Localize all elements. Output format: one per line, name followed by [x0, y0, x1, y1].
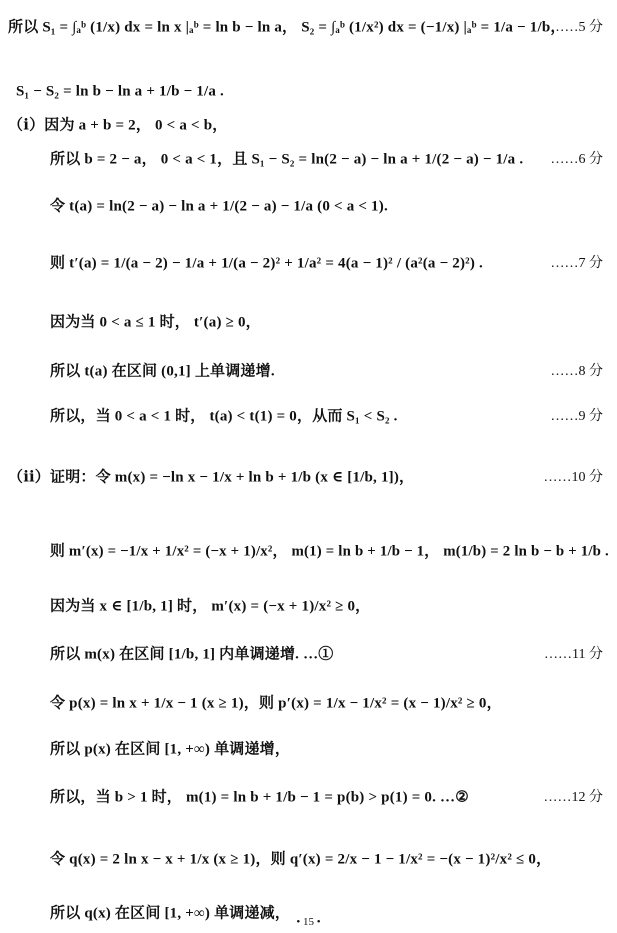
text-line: 所以 t(a) 在区间 (0,1] 上单调递增.: [50, 363, 275, 380]
text-line: 所以，当 0 < a < 1 时， t(a) < t(1) = 0，从而 S₁ < S₂ .: [50, 408, 398, 425]
text-line: 所以 m(x) 在区间 [1/b, 1] 内单调递增. …①: [50, 646, 334, 663]
page-number: • 15 •: [296, 916, 321, 928]
score-mark: ……10 分: [543, 470, 603, 485]
text-line: 所以 q(x) 在区间 [1, +∞) 单调递减，: [50, 905, 291, 922]
score-mark: ……6 分: [550, 152, 603, 167]
score-mark: ……9 分: [550, 409, 603, 424]
text-line: 则 t′(a) = 1/(a − 2) − 1/a + 1/(a − 2)² + 1/a² = 4(a − 1)² / (a²(a − 2)²) .: [50, 255, 483, 272]
text-line: 所以 p(x) 在区间 [1, +∞) 单调递增，: [50, 741, 291, 758]
text-line: 因为当 x ∈ [1/b, 1] 时， m′(x) = (−x + 1)/x² ≥ 0，: [50, 598, 371, 615]
text-line: （ⅰ）因为 a + b = 2， 0 < a < b，: [8, 117, 228, 134]
score-mark: ……12 分: [543, 790, 603, 805]
text-line: 所以 b = 2 − a， 0 < a < 1，且 S₁ − S₂ = ln(2 − a) − ln a + 1/(2 − a) − 1/a .: [50, 151, 524, 168]
text-line: S₁ − S₂ = ln b − ln a + 1/b − 1/a .: [16, 83, 224, 100]
text-line: 令 t(a) = ln(2 − a) − ln a + 1/(2 − a) − 1/a (0 < a < 1).: [50, 198, 388, 215]
text-line: 因为当 0 < a ≤ 1 时， t′(a) ≥ 0，: [50, 314, 261, 331]
text-line: 令 q(x) = 2 ln x − x + 1/x (x ≥ 1)，则 q′(x) = 2/x − 1 − 1/x² = −(x − 1)²/x² ≤ 0，: [50, 851, 552, 868]
score-mark: ……11 分: [544, 647, 603, 662]
text-line: 则 m′(x) = −1/x + 1/x² = (−x + 1)/x²， m(1) = ln b + 1/b − 1， m(1/b) = 2 ln b − b + 1/b .: [50, 543, 609, 560]
text-line: 令 p(x) = ln x + 1/x − 1 (x ≥ 1)，则 p′(x) = 1/x − 1/x² = (x − 1)/x² ≥ 0，: [50, 695, 502, 712]
text-line: 所以，当 b > 1 时， m(1) = ln b + 1/b − 1 = p(b) > p(1) = 0. …②: [50, 789, 469, 806]
score-mark: ……7 分: [550, 256, 603, 271]
text-line: 所以 S₁ = ∫ₐᵇ (1/x) dx = ln x |ₐᵇ = ln b − ln a， S₂ = ∫ₐᵇ (1/x²) dx = (−1/x) |ₐᵇ = 1/a − 1/b，: [8, 19, 566, 36]
score-mark: ……8 分: [550, 364, 603, 379]
text-line: （ⅱ）证明：令 m(x) = −ln x − 1/x + ln b + 1/b (x ∈ [1/b, 1])，: [8, 469, 415, 486]
score-mark: ……5 分: [550, 20, 603, 35]
